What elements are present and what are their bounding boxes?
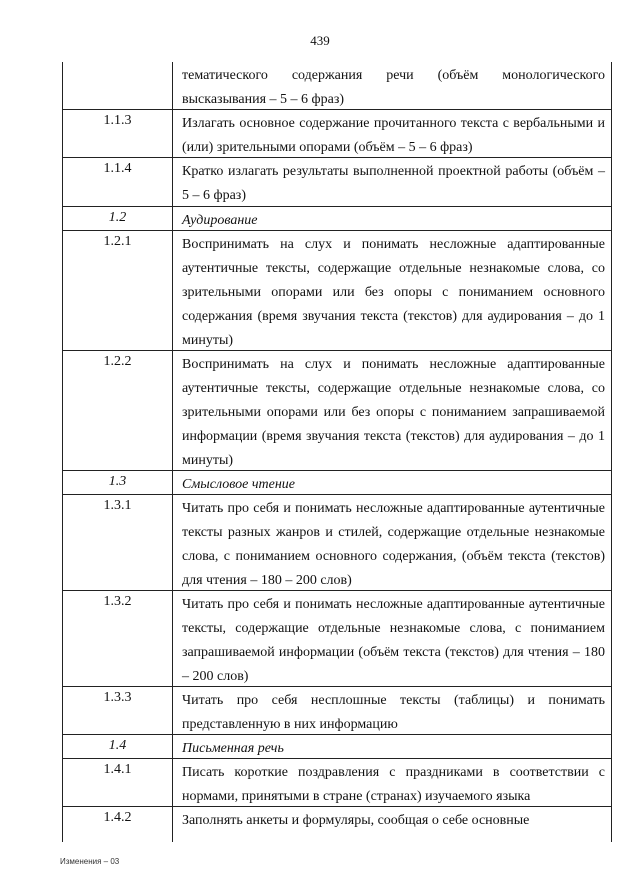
page-number: 439 bbox=[310, 33, 330, 48]
section-number: 1.4 bbox=[63, 735, 173, 758]
section-title: Смысловое чтение bbox=[182, 477, 296, 492]
footer-revision: Изменения – 03 bbox=[60, 857, 120, 866]
row-text: Кратко излагать результаты выполненной проектной работы (объём – 5 – 6 фраз) bbox=[182, 164, 605, 203]
table-row bbox=[63, 109, 611, 157]
table-row bbox=[63, 590, 611, 686]
section-title: Аудирование bbox=[182, 213, 258, 228]
row-number: 1.3.3 bbox=[63, 687, 173, 734]
section-number: 1.2 bbox=[63, 207, 173, 230]
table-row bbox=[63, 62, 611, 109]
table-row bbox=[63, 470, 611, 494]
row-number: 1.4.2 bbox=[63, 807, 173, 842]
row-number: 1.1.4 bbox=[63, 158, 173, 206]
row-text: Читать про себя несплошные тексты (таблицы) и понимать представленную в них информацию bbox=[182, 693, 605, 732]
table-row bbox=[63, 350, 611, 470]
row-number: 1.1.3 bbox=[63, 110, 173, 157]
row-number: 1.3.1 bbox=[63, 495, 173, 590]
table-row bbox=[63, 758, 611, 806]
table-row bbox=[63, 494, 611, 590]
row-text: Излагать основное содержание прочитанного текста с вербальными и (или) зрительными опорами (объём – 5 – 6 фраз) bbox=[182, 116, 605, 155]
row-text: Воспринимать на слух и понимать несложные адаптированные аутентичные тексты, содержащие отдельные незнакомые слова, со зрительными опорами или без опоры с пониманием основного содержания (время звучания текста (текстов) для аудирования – до 1 минуты) bbox=[182, 237, 605, 348]
table-row bbox=[63, 157, 611, 206]
section-title: Письменная речь bbox=[182, 741, 284, 756]
row-text: Заполнять анкеты и формуляры, сообщая о себе основные bbox=[182, 813, 530, 828]
table-row bbox=[63, 230, 611, 350]
standards-table bbox=[62, 62, 612, 842]
table-row bbox=[63, 206, 611, 230]
row-text: Читать про себя и понимать несложные адаптированные аутентичные тексты, содержащие отдельные незнакомые слова, с пониманием запрашиваемой информации (объём текста (текстов) для чтения – 180 – 200 слов) bbox=[182, 597, 605, 684]
row-text: Читать про себя и понимать несложные адаптированные аутентичные тексты разных жанров и стилей, содержащие отдельные незнакомые слова, с пониманием основного содержания, (объём текста (текстов) для чтения – 180 – 200 слов) bbox=[182, 501, 605, 588]
row-number: 1.3.2 bbox=[63, 591, 173, 686]
table-row bbox=[63, 806, 611, 842]
table-row bbox=[63, 686, 611, 734]
row-text: Писать короткие поздравления с праздниками в соответствии с нормами, принятыми в стране (странах) изучаемого языка bbox=[182, 765, 605, 804]
row-text: Воспринимать на слух и понимать несложные адаптированные аутентичные тексты, содержащие отдельные незнакомые слова, со зрительными опорами или без опоры с пониманием запрашиваемой информации (время звучания текста (текстов) для аудирования – до 1 минуты) bbox=[182, 357, 605, 468]
row-number: 1.2.2 bbox=[63, 351, 173, 470]
row-text: тематического содержания речи (объём монологического высказывания – 5 – 6 фраз) bbox=[182, 68, 605, 107]
row-number bbox=[63, 62, 173, 109]
table-row bbox=[63, 734, 611, 758]
row-number: 1.2.1 bbox=[63, 231, 173, 350]
row-number: 1.4.1 bbox=[63, 759, 173, 806]
section-number: 1.3 bbox=[63, 471, 173, 494]
